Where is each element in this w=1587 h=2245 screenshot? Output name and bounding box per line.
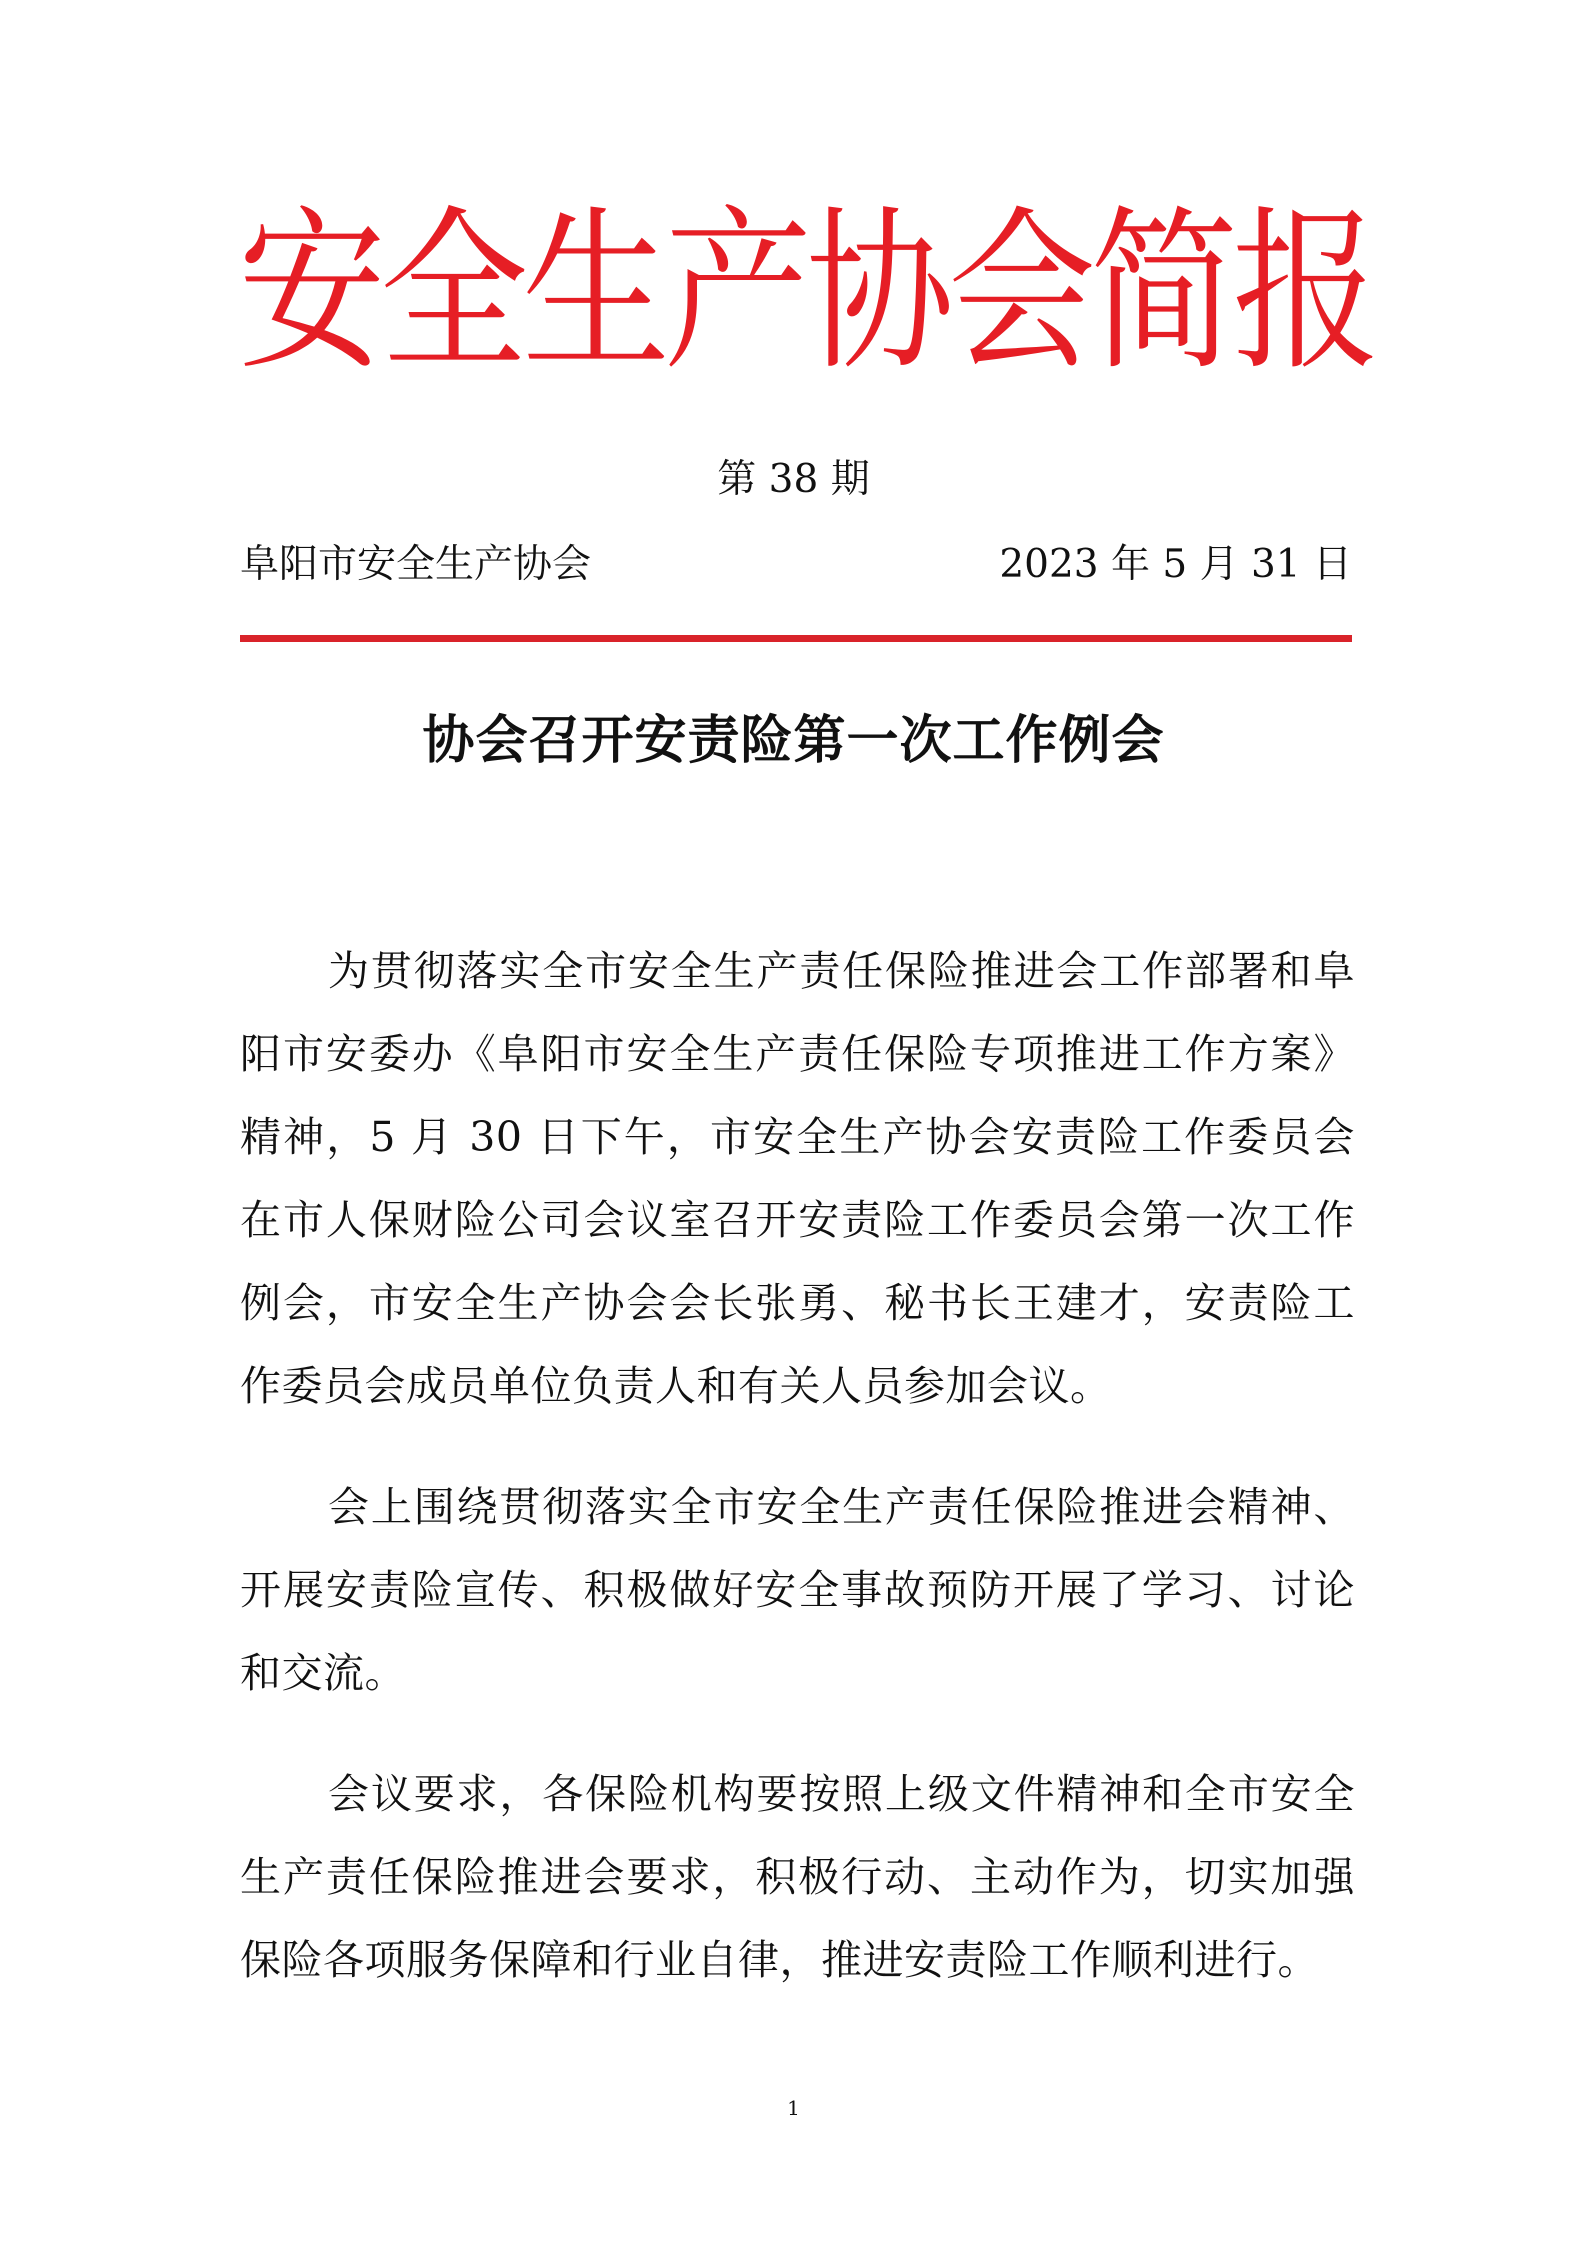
paragraph: 会上围绕贯彻落实全市安全生产责任保险推进会精神、开展安责险宣传、积极做好安全事故预防开展了学习、讨论和交流。 bbox=[240, 1483, 1355, 1697]
page-number: 1 bbox=[787, 2096, 800, 2120]
header-divider bbox=[240, 635, 1352, 642]
article-headline: 协会召开安责险第一次工作例会 bbox=[422, 711, 1165, 771]
publish-date: 2023 年 5 月 31 日 bbox=[999, 542, 1352, 587]
publisher-name: 阜阳市安全生产协会 bbox=[240, 542, 592, 587]
article-body bbox=[240, 930, 1355, 2040]
masthead-title: 安全生产协会简报 bbox=[238, 190, 1374, 394]
issue-number: 第 38 期 bbox=[717, 457, 870, 502]
paragraph: 会议要求，各保险机构要按照上级文件精神和全市安全生产责任保险推进会要求，积极行动、主动作为，切实加强保险各项服务保障和行业自律，推进安责险工作顺利进行。 bbox=[240, 1770, 1355, 1984]
paragraph: 为贯彻落实全市安全生产责任保险推进会工作部署和阜阳市安委办《阜阳市安全生产责任保险专项推进工作方案》精神，5 月 30 日下午，市安全生产协会安责险工作委员会在市人保财险公司会议室召开安责险工作委员会第一次工作例会，市安全生产协会会长张勇、秘书长王建才，安责险工作委员会成员单位负责人和有关人员参加会议。 bbox=[240, 947, 1355, 1410]
meta-row bbox=[240, 542, 1352, 587]
